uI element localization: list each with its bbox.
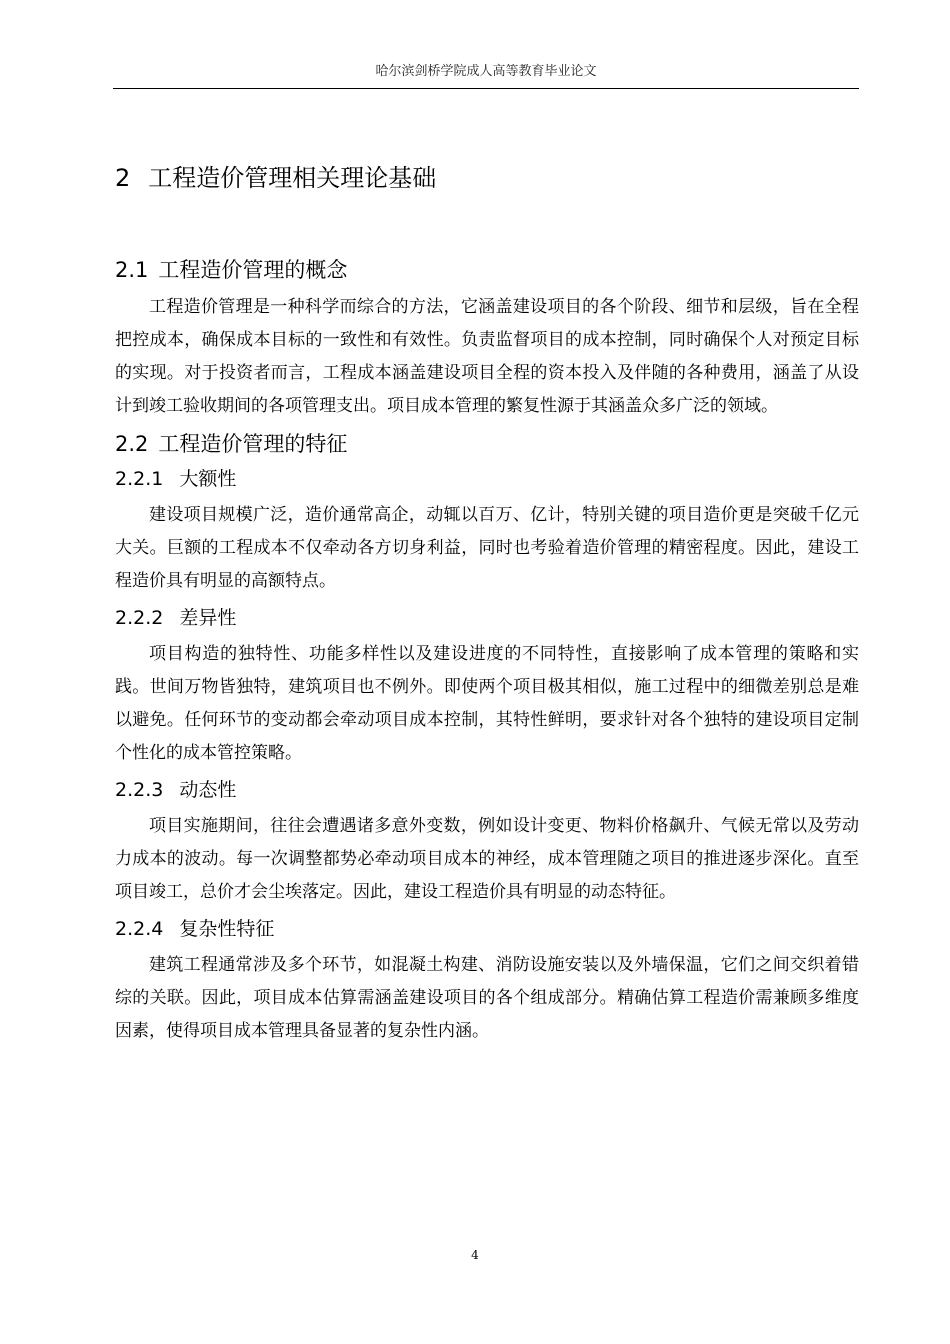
subsection-title: 动态性: [179, 779, 237, 801]
subsection-heading-2-2-2: [115, 604, 859, 632]
subsection-paragraph-2-2-1: 建设项目规模广泛，造价通常高企，动辄以百万、亿计，特别关键的项目造价更是突破千亿元大关。巨额的工程成本不仅牵动各方切身利益，同时也考验着造价管理的精密程度。因此，建设工程造价具有明显的高额特点。: [115, 505, 859, 591]
chapter-number: 2: [115, 164, 131, 192]
section-title: 工程造价管理的概念: [158, 258, 348, 282]
subsection-paragraph-2-2-4: 建筑工程通常涉及多个环节，如混凝土构建、消防设施安装以及外墙保温，它们之间交织着错综的关联。因此，项目成本估算需涵盖建设项目的各个组成部分。精确估算工程造价需兼顾多维度因素，使得项目成本管理具备显著的复杂性内涵。: [115, 955, 859, 1041]
subsection-number: 2.2.1: [115, 468, 164, 490]
subsection-paragraph-2-2-2: 项目构造的独特性、功能多样性以及建设进度的不同特性，直接影响了成本管理的策略和实践。世间万物皆独特，建筑项目也不例外。即使两个项目极其相似，施工过程中的细微差别总是难以避免。任何环节的变动都会牵动项目成本控制，其特性鲜明，要求针对各个独特的建设项目定制个性化的成本管控策略。: [115, 644, 859, 763]
chapter-heading: [115, 158, 859, 198]
running-header: 哈尔滨剑桥学院成人高等教育毕业论文: [375, 64, 597, 79]
header-divider: [113, 88, 859, 89]
section-paragraph-2-1: 工程造价管理是一种科学而综合的方法，它涵盖建设项目的各个阶段、细节和层级，旨在全程把控成本，确保成本目标的一致性和有效性。负责监督项目的成本控制，同时确保个人对预定目标的实现。对于投资者而言，工程成本涵盖建设项目全程的资本投入及伴随的各种费用，涵盖了从设计到竣工验收期间的各项管理支出。项目成本管理的繁复性源于其涵盖众多广泛的领域。: [115, 297, 859, 416]
subsection-heading-2-2-3: [115, 776, 859, 804]
section-number: 2.1: [115, 258, 149, 282]
subsection-title: 大额性: [179, 468, 237, 490]
page-body: [115, 158, 859, 1054]
subsection-number: 2.2.3: [115, 779, 164, 801]
chapter-title: 工程造价管理相关理论基础: [148, 164, 437, 192]
subsection-heading-2-2-1: [115, 465, 859, 493]
subsection-number: 2.2.2: [115, 607, 164, 629]
subsection-number: 2.2.4: [115, 918, 164, 940]
subsection-paragraph-2-2-3: 项目实施期间，往往会遭遇诸多意外变数，例如设计变更、物料价格飙升、气候无常以及劳动力成本的波动。每一次调整都势必牵动项目成本的神经，成本管理随之项目的推进逐步深化。直至项目竣工，总价才会尘埃落定。因此，建设工程造价具有明显的动态特征。: [115, 816, 859, 902]
section-heading-2-1: [115, 255, 859, 285]
section-title: 工程造价管理的特征: [158, 432, 348, 456]
page-number: 4: [471, 1248, 479, 1262]
subsection-title: 差异性: [179, 607, 237, 629]
subsection-title: 复杂性特征: [179, 918, 275, 940]
section-heading-2-2: [115, 429, 859, 459]
section-number: 2.2: [115, 432, 149, 456]
subsection-heading-2-2-4: [115, 915, 859, 943]
